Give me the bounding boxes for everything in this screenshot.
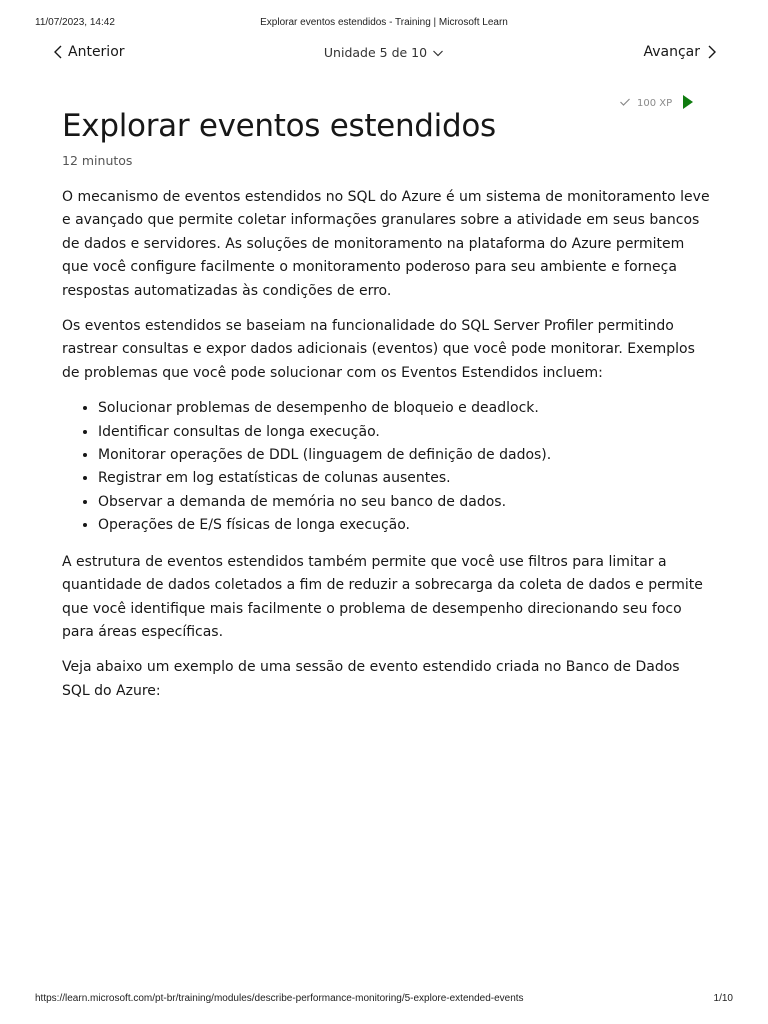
paragraph-examples: Os eventos estendidos se baseiam na funcionalidade do SQL Server Profiler permitindo rastrear consultas e expor dados adicionais (eventos) que você pode monitorar. Exemplos de problemas que você pode solucionar com os Eventos Estendidos incluem: (62, 318, 695, 381)
print-page-title: Explorar eventos estendidos - Training | Microsoft Learn (260, 17, 508, 28)
unit-selector[interactable] (324, 45, 444, 60)
list-item: • Registrar em log estatísticas de colunas ausentes. (98, 467, 710, 490)
print-timestamp: 11/07/2023, 14:42 (35, 17, 115, 28)
chevron-down-icon (432, 48, 444, 58)
play-icon (682, 94, 694, 113)
chevron-right-icon (704, 44, 718, 60)
list-item: • Identificar consultas de longa execução. (98, 421, 710, 444)
page-title: Explorar eventos estendidos (62, 108, 496, 144)
previous-unit-label: Anterior (68, 44, 125, 60)
list-item: • Monitorar operações de DDL (linguagem de definição de dados). (98, 444, 710, 467)
duration-label: 12 minutos (62, 153, 133, 168)
problems-list (62, 397, 710, 537)
article-content (62, 186, 710, 715)
paragraph-filters: A estrutura de eventos estendidos também permite que você use filtros para limitar a quantidade de dados coletados a fim de reduzir a sobrecarga da coleta de dados e permite que você identifique mais facilmente o problema de desempenho direcionando seu foco para áreas específicas. (62, 553, 703, 640)
xp-label: 100 XP (637, 98, 673, 109)
list-item: • Operações de E/S físicas de longa execução. (98, 514, 710, 537)
print-url: https://learn.microsoft.com/pt-br/training/modules/describe-performance-monitoring/5-explore-extended-events (35, 993, 524, 1004)
unit-selector-label: Unidade 5 de 10 (323, 45, 428, 60)
next-unit-link[interactable] (643, 44, 718, 60)
check-icon (619, 97, 631, 110)
next-unit-label: Avançar (643, 44, 700, 60)
unit-navigation (0, 42, 768, 66)
paragraph-example-intro: Veja abaixo um exemplo de uma sessão de evento estendido criada no Banco de Dados SQL do Azure: (62, 659, 680, 699)
print-footer (0, 993, 768, 1007)
list-item: • Solucionar problemas de desempenho de bloqueio e deadlock. (98, 397, 710, 420)
list-item: • Observar a demanda de memória no seu banco de dados. (98, 491, 710, 514)
print-page-number: 1/10 (713, 993, 733, 1004)
paragraph-intro: O mecanismo de eventos estendidos no SQL do Azure é um sistema de monitoramento leve e avançado que permite coletar informações granulares sobre a atividade em seus bancos de dados e servidores. As soluções de monitoramento na plataforma do Azure permitem que você configure facilmente o monitoramento poderoso para seu ambiente e forneça respostas automatizadas às condições de erro. (62, 189, 710, 299)
xp-indicator (619, 94, 694, 113)
print-header (0, 17, 768, 31)
